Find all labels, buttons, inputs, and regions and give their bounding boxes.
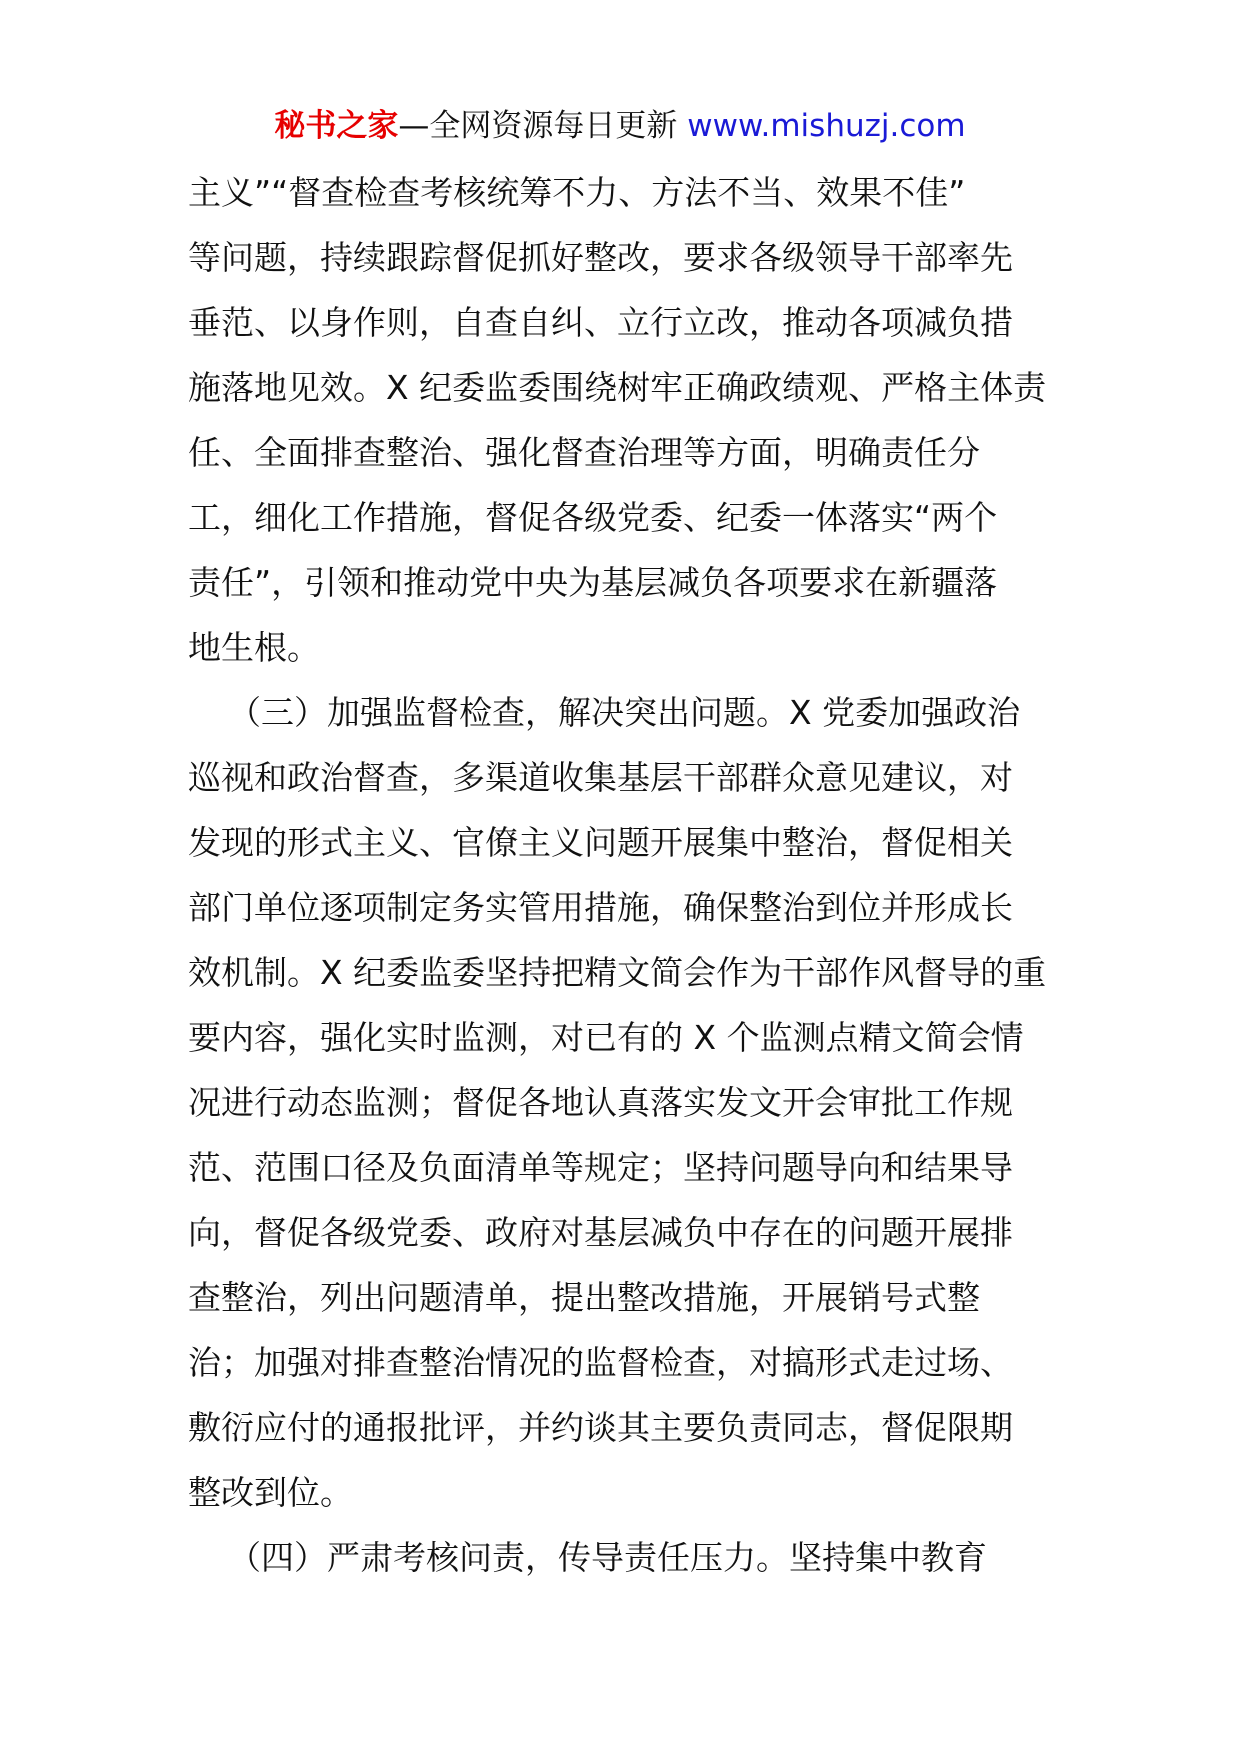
text-line: 主义”“督查检查考核统筹不力、方法不当、效果不佳” — [188, 173, 966, 212]
text-line: 要内容，强化实时监测，对已有的 X 个监测点精文简会情 — [188, 1018, 1024, 1057]
text-line: 部门单位逐项制定务实管用措施，确保整治到位并形成长 — [188, 888, 1013, 927]
text-line: 向，督促各级党委、政府对基层减负中存在的问题开展排 — [188, 1213, 1013, 1252]
section-heading-line: （四）严肃考核问责，传导责任压力。坚持集中教育 — [228, 1538, 987, 1577]
text-line: 地生根。 — [188, 628, 320, 667]
document-body — [188, 160, 1058, 1590]
text-line: 况进行动态监测；督促各地认真落实发文开会审批工作规 — [188, 1083, 1013, 1122]
text-line: 查整治，列出问题清单，提出整改措施，开展销号式整 — [188, 1278, 980, 1317]
text-line: 治；加强对排查整治情况的监督检查，对搞形式走过场、 — [188, 1343, 1013, 1382]
text-line: 等问题，持续跟踪督促抓好整改，要求各级领导干部率先 — [188, 238, 1013, 277]
header-tagline: —全网资源每日更新 — [398, 108, 688, 144]
text-line: 敷衍应付的通报批评，并约谈其主要负责同志，督促限期 — [188, 1408, 1013, 1447]
text-line: 效机制。X 纪委监委坚持把精文简会作为干部作风督导的重 — [188, 953, 1047, 992]
text-line: 巡视和政治督查，多渠道收集基层干部群众意见建议，对 — [188, 758, 1013, 797]
brand-name: 秘书之家 — [274, 108, 399, 144]
text-line: 垂范、以身作则，自查自纠、立行立改，推动各项减负措 — [188, 303, 1013, 342]
text-line: 整改到位。 — [188, 1473, 353, 1512]
text-line: 工，细化工作措施，督促各级党委、纪委一体落实“两个 — [188, 498, 998, 537]
site-url-link[interactable]: www.mishuzj.com — [687, 108, 966, 144]
section-heading-line: （三）加强监督检查，解决突出问题。X 党委加强政治 — [228, 693, 1021, 732]
text-line: 责任”，引领和推动党中央为基层减负各项要求在新疆落 — [188, 563, 998, 602]
text-line: 任、全面排查整治、强化督查治理等方面，明确责任分 — [188, 433, 980, 472]
page-header — [0, 104, 1240, 148]
text-line: 发现的形式主义、官僚主义问题开展集中整治，督促相关 — [188, 823, 1013, 862]
text-line: 范、范围口径及负面清单等规定；坚持问题导向和结果导 — [188, 1148, 1013, 1187]
text-line: 施落地见效。X 纪委监委围绕树牢正确政绩观、严格主体责 — [188, 368, 1047, 407]
